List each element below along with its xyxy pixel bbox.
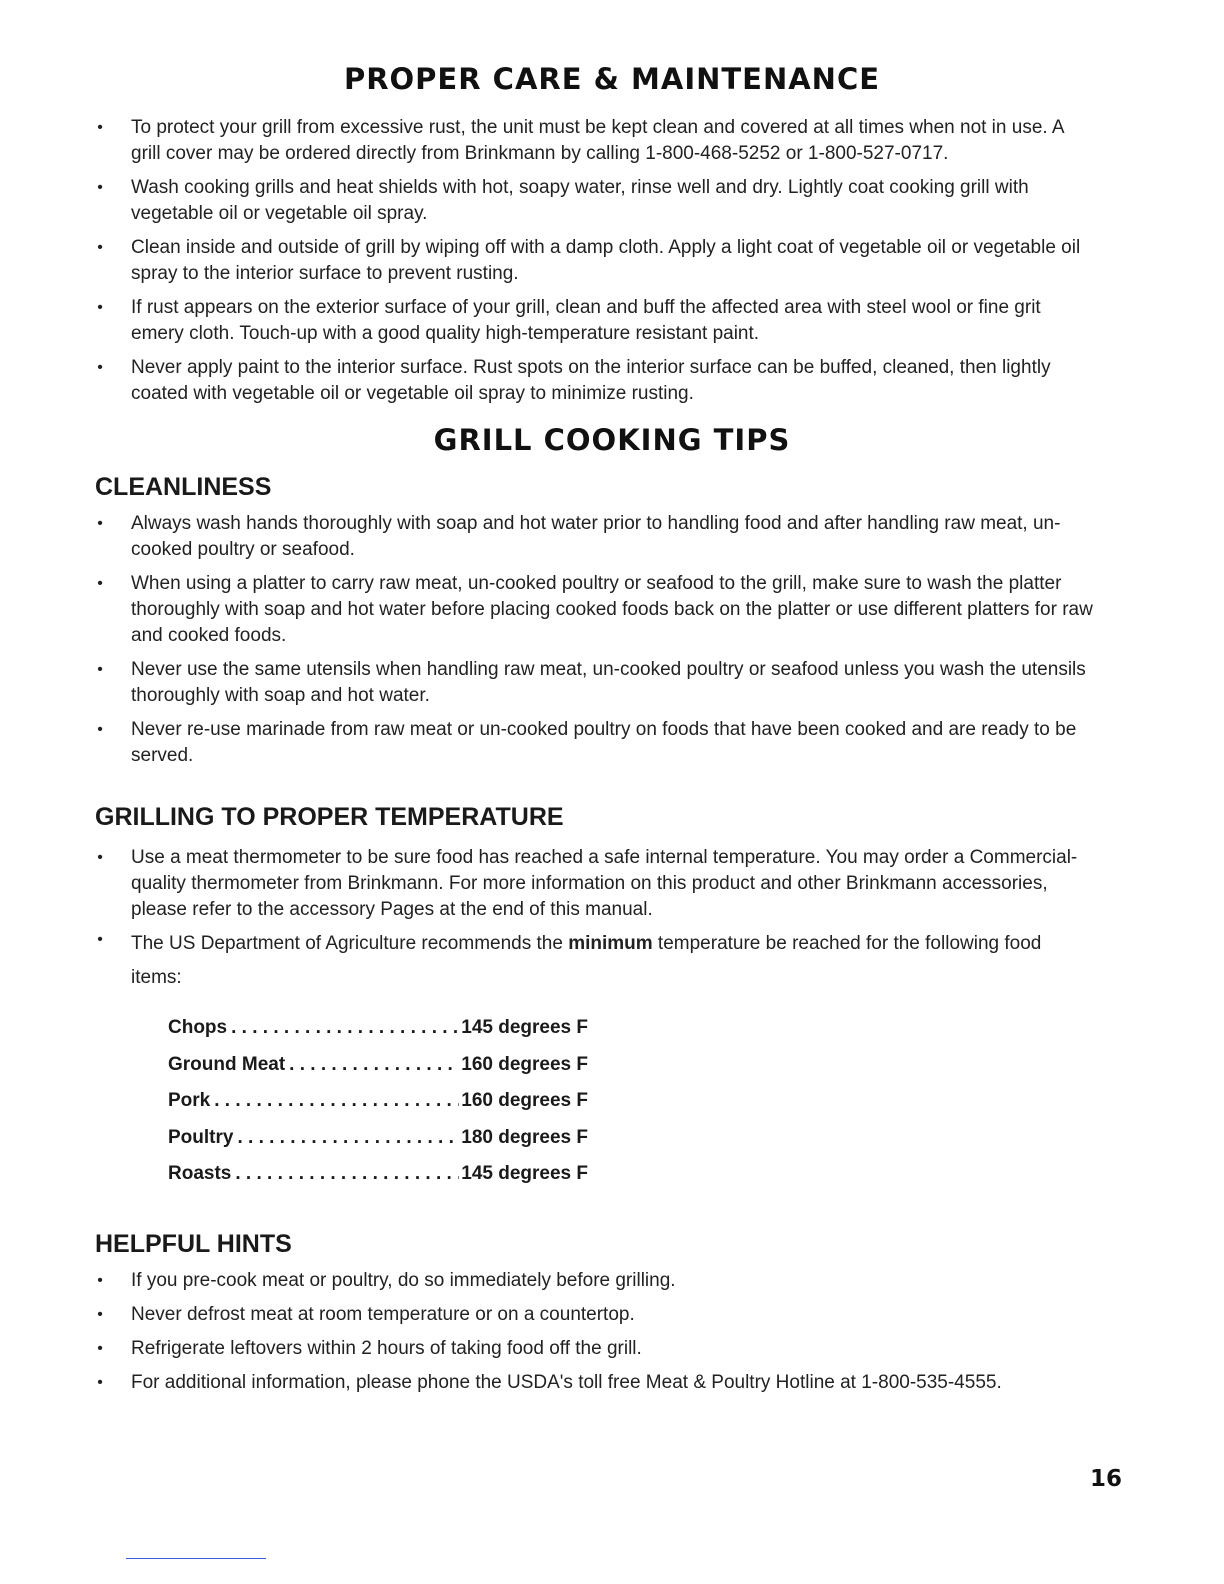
bullet-icon: • [97,1306,103,1323]
list-item [95,355,1095,407]
dot-leader [237,1120,459,1157]
food-name: Roasts [168,1163,232,1184]
bullet-icon: • [97,575,103,592]
food-temperature: 145 degrees F [461,1163,588,1184]
list-item-text-start: The US Department of Agriculture recommends the [131,933,569,954]
food-name: Chops [168,1017,228,1038]
list-item-text: When using a platter to carry raw meat, un-cooked poultry or seafood to the grill, make sure to wash the platter thoroughly with soap and hot water before placing cooked foods back on the platter or use different platters for raw and cooked foods. [131,573,1093,646]
list-item [95,927,1095,995]
food-temperature: 160 degrees F [461,1053,588,1075]
page-number: 16 [1090,1466,1123,1492]
food-temperature: 160 degrees F [461,1090,588,1111]
list-item-text: Wash cooking grills and heat shields with hot, soapy water, rinse well and dry. Lightly coat cooking grill with vegetable oil or vegetable oil spray. [131,177,1029,224]
bullet-icon: • [97,239,103,256]
footer-rule [126,1558,266,1559]
food-name: Pork [168,1090,211,1111]
list-item-text: Always wash hands thoroughly with soap and hot water prior to handling food and after handling raw meat, un-cooked poultry or seafood. [131,513,1061,560]
bullet-icon: • [97,515,103,532]
list-item [95,657,1095,709]
list-item [95,1370,1095,1396]
bullet-icon: • [97,1374,103,1391]
hints-heading: HELPFUL HINTS [95,1230,292,1258]
bullet-icon: • [97,1340,103,1357]
list-item [95,845,1095,923]
bullet-icon: • [97,1272,103,1289]
list-item-text: For additional information, please phone the USDA's toll free Meat & Poultry Hotline at 1-800-535-4555. [131,1372,1002,1393]
temperature-row [168,1047,588,1084]
list-item [95,115,1095,167]
list-item-text: Never apply paint to the interior surface. Rust spots on the interior surface can be buffed, cleaned, then lightly coated with vegetable oil or vegetable oil spray to minimize rusting. [131,357,1051,404]
care-title: PROPER CARE & MAINTENANCE [343,62,881,96]
food-temperature: 180 degrees F [461,1126,588,1148]
hints-bullet-list [95,1268,1095,1404]
bullet-icon: • [97,359,103,376]
list-item [95,175,1095,227]
list-item [95,1268,1095,1294]
list-item-emphasis: minimum [568,933,653,954]
list-item-text: Never defrost meat at room temperature or on a countertop. [131,1304,635,1325]
bullet-icon: • [97,721,103,738]
list-item-text: Use a meat thermometer to be sure food has reached a safe internal temperature. You may order a Commercial-quality thermometer from Brinkmann. For more information on this product and other Brinkmann accessories, please refer to the accessory Pages at the end of this manual. [131,847,1078,920]
dot-leader [231,1010,459,1047]
list-item-text: If you pre-cook meat or poultry, do so immediately before grilling. [131,1270,676,1291]
temperature-heading: GRILLING TO PROPER TEMPERATURE [95,803,564,831]
temperature-bullet-list [95,845,1095,1003]
list-item [95,295,1095,347]
dot-leader [235,1156,459,1193]
bullet-icon: • [97,849,103,866]
list-item-text: If rust appears on the exterior surface of your grill, clean and buff the affected area with steel wool or fine grit emery cloth. Touch-up with a good quality high-temperature resistant paint. [131,297,1041,344]
dot-leader [289,1047,459,1084]
list-item-text: Never re-use marinade from raw meat or un-cooked poultry on foods that have been cooked and are ready to be served. [131,719,1077,766]
list-item-text: Never use the same utensils when handling raw meat, un-cooked poultry or seafood unless you wash the utensils thoroughly with soap and hot water. [131,659,1086,706]
temperature-row [168,1156,588,1193]
dot-leader [214,1083,459,1120]
temperature-row [168,1120,588,1157]
list-item [95,1302,1095,1328]
bullet-icon: • [97,179,103,196]
list-item [95,511,1095,563]
tips-title: GRILL COOKING TIPS [433,423,791,457]
list-item-text: Refrigerate leftovers within 2 hours of taking food off the grill. [131,1338,642,1359]
temperature-table [168,1010,588,1193]
care-bullet-list [95,115,1095,415]
cleanliness-bullet-list [95,511,1095,777]
list-item [95,235,1095,287]
list-item-text: To protect your grill from excessive rust, the unit must be kept clean and covered at all times when not in use. A grill cover may be ordered directly from Brinkmann by calling 1-800-468-5252 or 1-800-527-0717. [131,117,1064,164]
food-name: Ground Meat [168,1053,286,1075]
cleanliness-heading: CLEANLINESS [95,473,272,501]
list-item [95,571,1095,649]
list-item [95,1336,1095,1362]
food-name: Poultry [168,1126,234,1148]
list-item [95,717,1095,769]
list-item-text-end: temperature be reached for the following food items: [131,933,1042,988]
food-temperature: 145 degrees F [461,1017,588,1038]
bullet-icon: • [97,661,103,678]
list-item-text: Clean inside and outside of grill by wiping off with a damp cloth. Apply a light coat of vegetable oil or vegetable oil spray to the interior surface to prevent rusting. [131,237,1081,284]
temperature-row [168,1010,588,1047]
temperature-row [168,1083,588,1120]
bullet-icon: • [97,299,103,316]
bullet-icon: • [97,119,103,136]
bullet-icon: • [97,931,103,948]
